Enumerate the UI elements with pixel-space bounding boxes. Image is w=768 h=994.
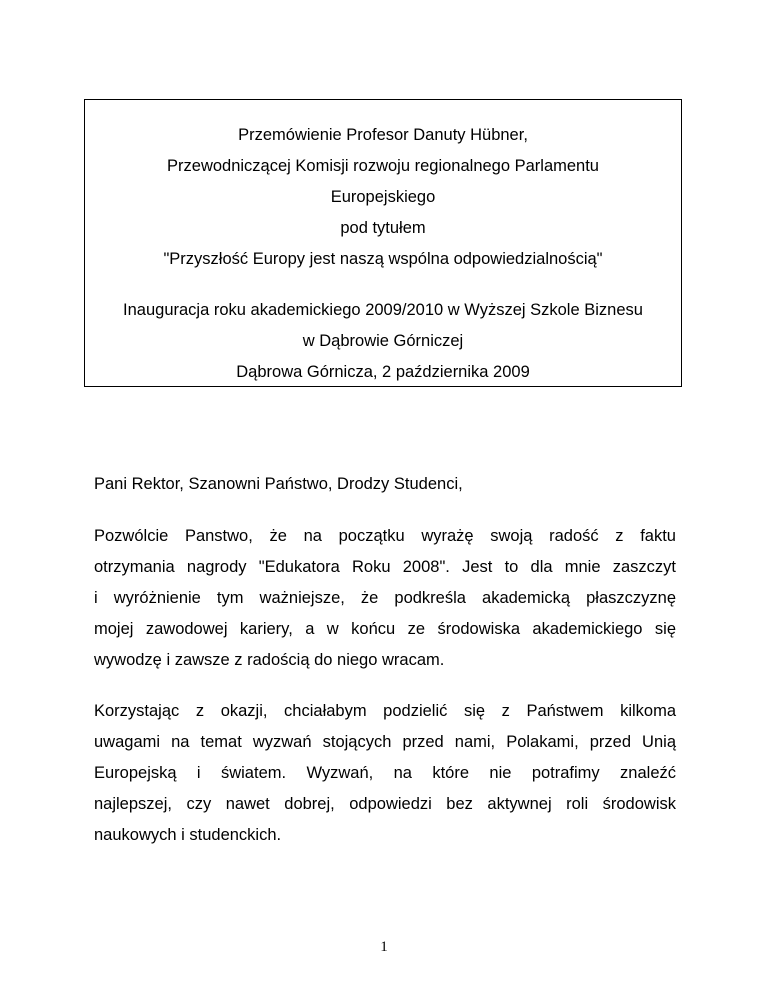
title-line-speech: Przemówienie Profesor Danuty Hübner, <box>238 126 528 144</box>
paragraph-2-line: naukowych i studenckich. <box>94 826 282 844</box>
title-line-date: Dąbrowa Górnicza, 2 października 2009 <box>236 363 530 381</box>
title-line-speech-title: "Przyszłość Europy jest naszą wspólna odpowiedzialnością" <box>163 250 603 268</box>
paragraph-2-line: Korzystając z okazji, chciałabym podzielić się z Państwem kilkoma <box>94 702 676 720</box>
salutation <box>94 469 676 500</box>
title-line-event: Inauguracja roku akademickiego 2009/2010 w Wyższej Szkole Biznesu <box>123 301 643 319</box>
title-line-location: w Dąbrowie Górniczej <box>302 332 464 350</box>
paragraph-1-line: mojej zawodowej kariery, a w końcu ze środowiska akademickiego się <box>94 620 676 638</box>
paragraph-2-line: najlepszej, czy nawet dobrej, odpowiedzi bez aktywnej roli środowisk <box>94 795 676 813</box>
paragraph-2-line: Europejską i światem. Wyzwań, na które nie potrafimy znaleźć <box>94 764 676 782</box>
paragraph-2 <box>94 696 676 851</box>
title-line-position: Przewodniczącej Komisji rozwoju regionalnego Parlamentu <box>167 157 599 175</box>
paragraph-1-line: Pozwólcie Panstwo, że na początku wyrażę swoją radość z faktu <box>94 527 676 545</box>
title-box <box>84 99 682 387</box>
paragraph-1 <box>94 521 676 676</box>
title-line-institution: Europejskiego <box>330 188 436 206</box>
paragraph-2-line: uwagami na temat wyzwań stojących przed nami, Polakami, przed Unią <box>94 733 676 751</box>
paragraph-1-line: otrzymania nagrody "Edukatora Roku 2008". Jest to dla mnie zaszczyt <box>94 558 676 576</box>
paragraph-1-line: i wyróżnienie tym ważniejsze, że podkreśla akademicką płaszczyznę <box>94 589 676 607</box>
paragraph-1-line: wywodzę i zawsze z radością do niego wracam. <box>94 651 445 669</box>
salutation-text: Pani Rektor, Szanowni Państwo, Drodzy Studenci, <box>94 475 463 493</box>
page-number: 1 <box>380 939 388 955</box>
title-line-subtitle-intro: pod tytułem <box>340 219 426 237</box>
